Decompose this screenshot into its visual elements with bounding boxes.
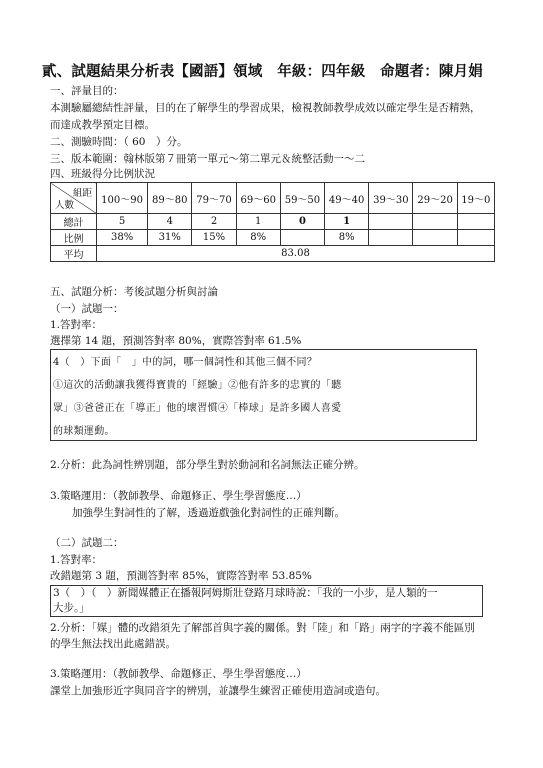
total-cell: 5: [97, 214, 148, 230]
q2-strategy: 課堂上加強形近字與同音字的辨別，並讓學生練習正確使用造詞或造句。: [50, 685, 386, 697]
total-cell: 1: [325, 214, 369, 230]
q2-rate-label: 1.答對率：: [50, 554, 103, 566]
total-cell: 0: [280, 214, 324, 230]
q1-question-line: 4（ ）下面「 」中的詞，哪一個詞性和其他三個不同？: [53, 357, 318, 368]
total-cell: [369, 214, 413, 230]
q1-rate: 選擇第 14 題，預測答對率 80%，實際答對率 61.5%: [50, 335, 302, 347]
ratio-cell: 31%: [148, 230, 192, 246]
table-corner-cell: [51, 183, 97, 214]
table-average-row: [51, 246, 495, 262]
ratio-cell: [457, 230, 494, 246]
q1-question-line: 的球類運動。: [53, 426, 115, 437]
range-cell: 59～50: [280, 183, 324, 214]
q2-question-box: [50, 585, 483, 617]
range-cell: 89～80: [148, 183, 192, 214]
ratio-cell: [413, 230, 457, 246]
range-cell: 39～30: [369, 183, 413, 214]
total-cell: [413, 214, 457, 230]
total-cell: 4: [148, 214, 192, 230]
q2-analysis-line-2: 的學生無法找出此處錯誤。: [50, 638, 176, 650]
q1-analysis: 2.分析：此為詞性辨別題，部分學生對於動詞和名詞無法正確分辨。: [50, 459, 365, 471]
corner-label-range: 組距: [72, 188, 92, 199]
q1-strategy-label: 3.策略運用：（教師教學、命題修正、學生學習態度…）: [50, 490, 307, 502]
q2-rate: 改錯題第 3 題，預測答對率 85%，實際答對率 53.85%: [50, 570, 312, 582]
ratio-cell: 8%: [236, 230, 280, 246]
q1-question-box: [50, 349, 477, 441]
q1-question-line: ①這次的活動讓我獲得寶貴的「經驗」②他有許多的忠實的「聽: [53, 380, 342, 391]
table-header-row: [51, 183, 495, 214]
range-cell: 49～40: [325, 183, 369, 214]
ratio-cell: [369, 230, 413, 246]
q2-heading: （二）試題二：: [50, 537, 124, 549]
ratio-cell: 38%: [97, 230, 148, 246]
range-cell: 79～70: [192, 183, 236, 214]
score-distribution-table: [50, 182, 495, 262]
average-value: 83.08: [97, 246, 495, 262]
section-item-analysis-heading: 五、試題分析：考後試題分析與討論: [50, 286, 218, 298]
range-cell: 100～90: [97, 183, 148, 214]
ratio-cell: 15%: [192, 230, 236, 246]
q1-question-line: 眾」③爸爸正在「導正」他的壞習慣④「棒球」是許多國人喜愛: [53, 403, 342, 414]
total-cell: [457, 214, 494, 230]
q2-question-line: 大步。」: [53, 602, 90, 614]
total-cell: 2: [192, 214, 236, 230]
page-title: 貳、試題結果分析表【國語】領域 年級：四年級 命題者：陳月娟: [42, 63, 483, 80]
range-cell: 19～0: [457, 183, 494, 214]
q2-question-line: 3（ ）（ ）新聞媒體正在播報阿姆斯壯登路月球時說：「我的一小步，是人類的一: [53, 587, 438, 599]
table-ratio-row: [51, 230, 495, 246]
q2-analysis-line-1: 2.分析：「媒」體的改錯須先了解部首與字義的關係。對「陸」和「路」兩字的字義不能區別: [50, 622, 475, 634]
row-label: 比例: [51, 230, 97, 246]
q1-heading: （一）試題一：: [50, 303, 124, 315]
row-label: 總計: [51, 214, 97, 230]
section-score-ratio-heading: 四、班級得分比例狀況: [50, 168, 155, 180]
ratio-cell: 8%: [325, 230, 369, 246]
section-scope: 三、版本範圍：翰林版第７冊第一單元～第二單元＆統整活動一～二: [50, 153, 365, 165]
table-total-row: [51, 214, 495, 230]
purpose-text-line-2: 而達成教學預定目標。: [50, 119, 155, 131]
q2-strategy-label: 3.策略運用：（教師教學、命題修正、學生學習態度…）: [50, 668, 307, 680]
section-purpose-heading: 一、評量目的：: [50, 85, 124, 97]
total-cell: 1: [236, 214, 280, 230]
section-test-time: 二、測驗時間：（ 60 ）分。: [50, 136, 188, 148]
row-label: 平均: [51, 246, 97, 262]
q1-rate-label: 1.答對率：: [50, 319, 103, 331]
purpose-text-line-1: 本測驗屬總結性評量，目的在了解學生的學習成果，檢視教師教學成效以確定學生是否精熟，: [50, 102, 481, 114]
range-cell: 29～20: [413, 183, 457, 214]
range-cell: 69～60: [236, 183, 280, 214]
q1-strategy: 加強學生對詞性的了解，透過遊戲強化對詞性的正確判斷。: [72, 507, 345, 519]
ratio-cell: [280, 230, 324, 246]
corner-label-count: 人數: [55, 200, 75, 211]
